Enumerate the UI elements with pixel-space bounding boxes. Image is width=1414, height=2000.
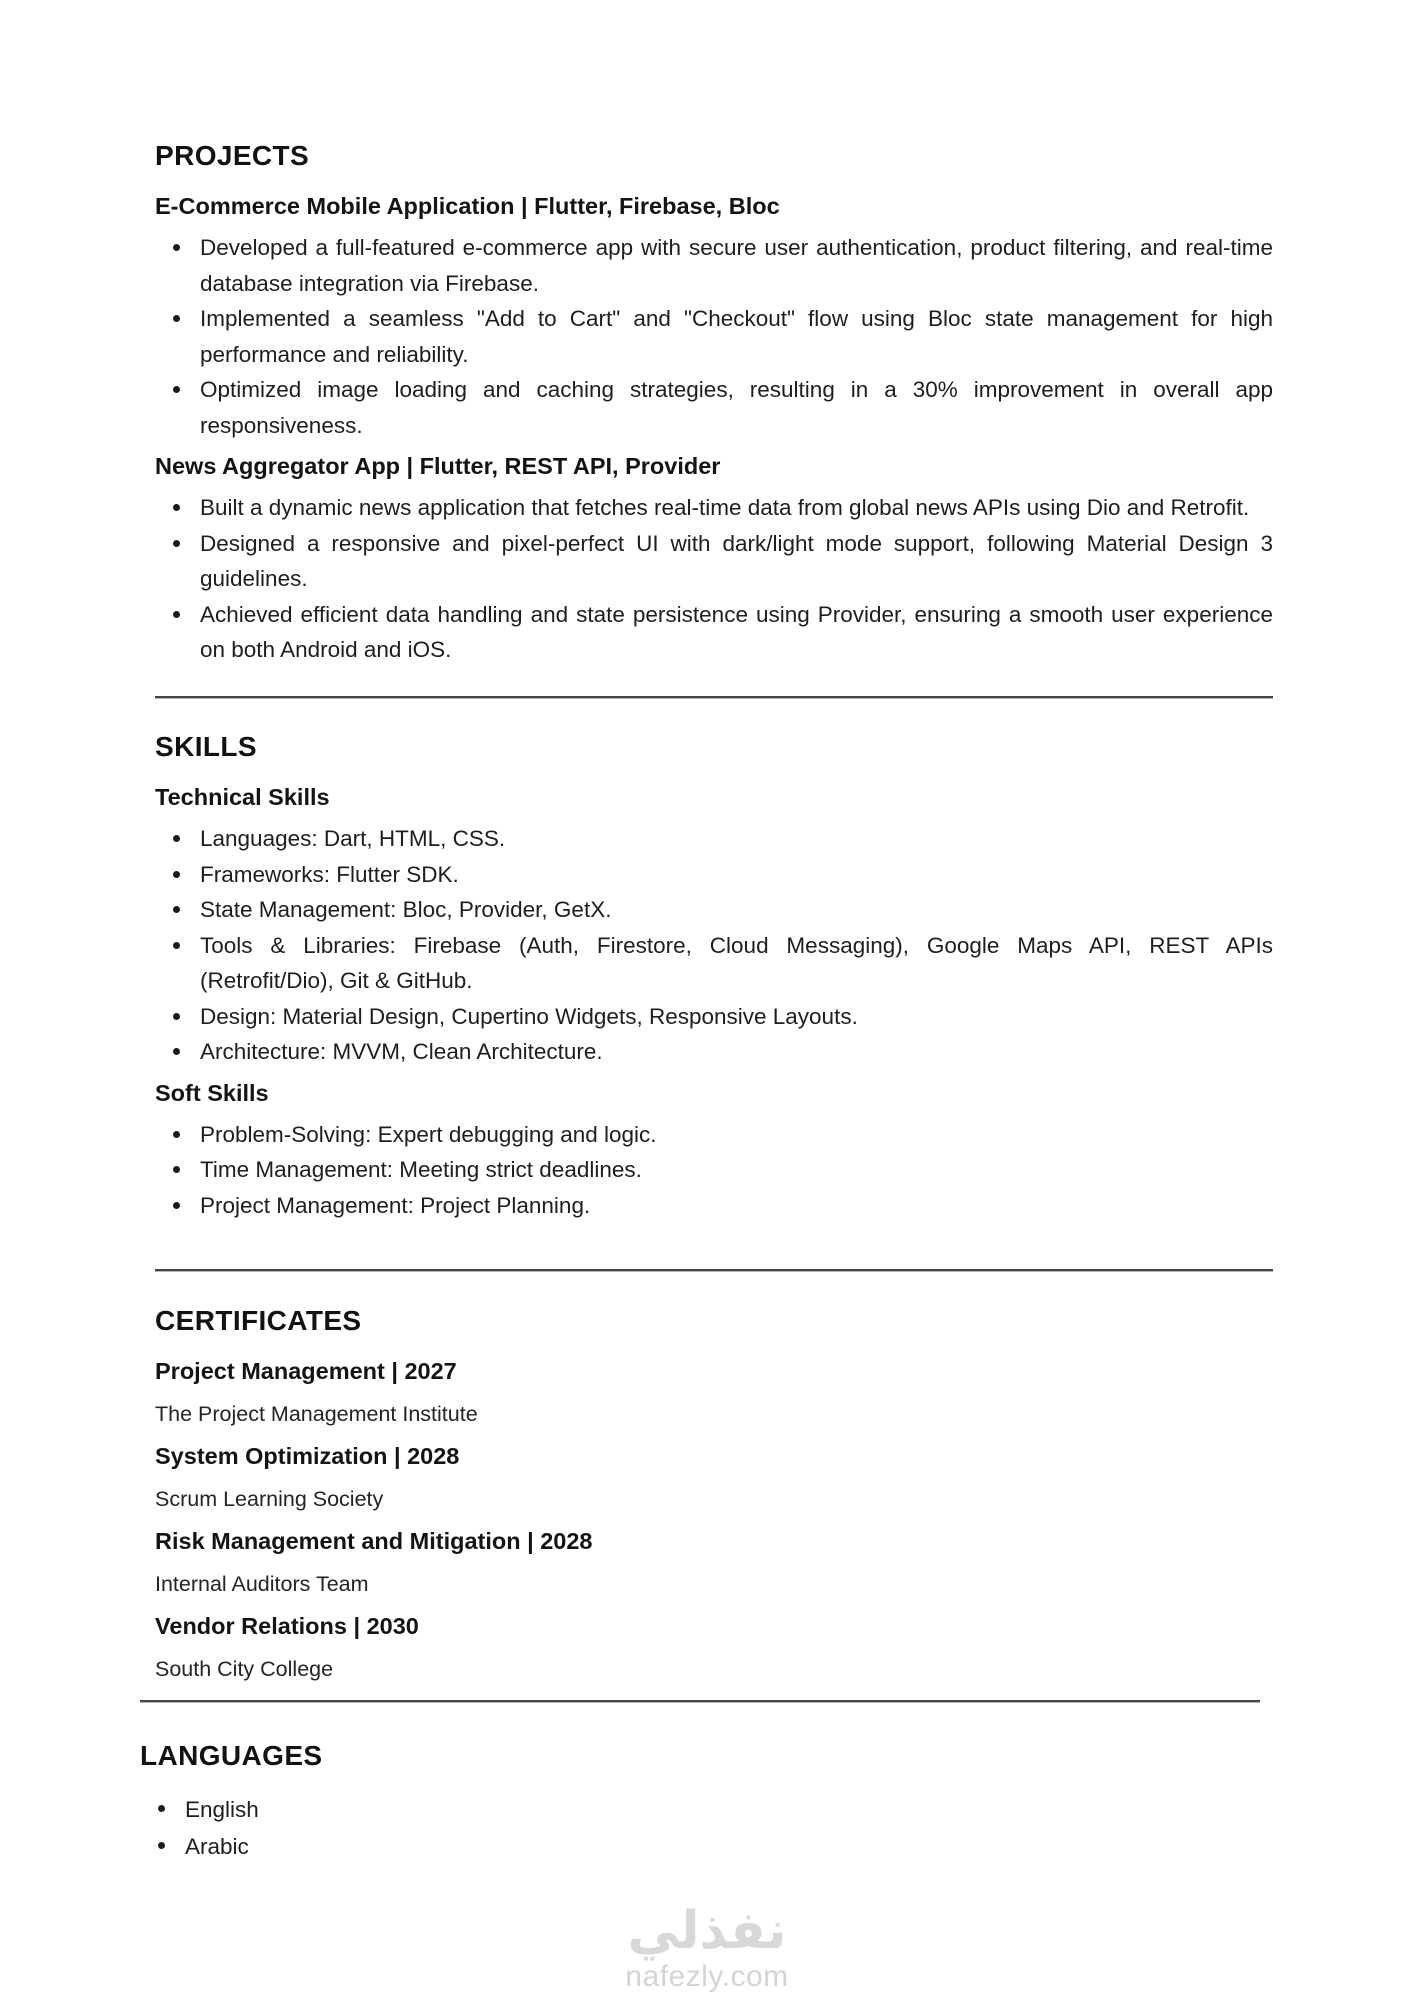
certificate-entry bbox=[155, 1526, 1273, 1598]
certificate-entry bbox=[155, 1611, 1273, 1683]
nafezly-logo: نفذلي bbox=[627, 1901, 787, 1961]
nafezly-site-label: nafezly.com bbox=[625, 1960, 789, 1993]
skills-bullet-list bbox=[155, 821, 1273, 1070]
certificate-name: Risk Management and Mitigation | 2028 bbox=[155, 1528, 593, 1554]
bullet-item: Implemented a seamless "Add to Cart" and "Checkout" flow using Bloc state management for high performance and reliability. bbox=[200, 301, 1273, 372]
bullet-item: Optimized image loading and caching strategies, resulting in a 30% improvement in overall app responsiveness. bbox=[200, 372, 1273, 443]
bullet-item: Designed a responsive and pixel-perfect UI with dark/light mode support, following Material Design 3 guidelines. bbox=[200, 526, 1273, 597]
certificates-title: CERTIFICATES bbox=[155, 1305, 362, 1336]
certificate-issuer: South City College bbox=[155, 1657, 334, 1681]
certificate-issuer: The Project Management Institute bbox=[155, 1402, 478, 1426]
skills-group-heading: Soft Skills bbox=[155, 1079, 269, 1106]
project-bullet-list bbox=[155, 490, 1273, 668]
project-heading: E-Commerce Mobile Application | Flutter, Firebase, Bloc bbox=[155, 193, 780, 219]
language-item: Arabic bbox=[185, 1828, 1260, 1865]
section-divider bbox=[155, 696, 1273, 699]
section-divider bbox=[140, 1700, 1260, 1703]
bullet-item: Project Management: Project Planning. bbox=[200, 1188, 1273, 1224]
project-heading: News Aggregator App | Flutter, REST API, Provider bbox=[155, 453, 721, 479]
project-bullet-list bbox=[155, 230, 1273, 443]
certificate-name: Project Management | 2027 bbox=[155, 1358, 457, 1384]
certificate-name: System Optimization | 2028 bbox=[155, 1443, 460, 1469]
section-projects bbox=[155, 142, 1273, 668]
bullet-item: Time Management: Meeting strict deadlines. bbox=[200, 1152, 1273, 1188]
bullet-item: Developed a full-featured e-commerce app with secure user authentication, product filtering, and real-time database integration via Firebase. bbox=[200, 230, 1273, 301]
nafezly-watermark bbox=[0, 1903, 1414, 1992]
skills-bullet-list bbox=[155, 1117, 1273, 1224]
bullet-item: Languages: Dart, HTML, CSS. bbox=[200, 821, 1273, 857]
section-divider bbox=[155, 1269, 1273, 1272]
section-skills bbox=[155, 733, 1273, 1223]
bullet-item: Architecture: MVVM, Clean Architecture. bbox=[200, 1034, 1273, 1070]
bullet-item: Design: Material Design, Cupertino Widgets, Responsive Layouts. bbox=[200, 999, 1273, 1035]
section-certificates bbox=[155, 1307, 1273, 1696]
skills-title: SKILLS bbox=[155, 731, 257, 762]
bullet-item: Problem-Solving: Expert debugging and logic. bbox=[200, 1117, 1273, 1153]
section-languages bbox=[140, 1742, 1260, 1865]
certificate-name: Vendor Relations | 2030 bbox=[155, 1613, 419, 1639]
certificate-issuer: Internal Auditors Team bbox=[155, 1572, 369, 1596]
certificate-entry bbox=[155, 1356, 1273, 1428]
certificate-entry bbox=[155, 1441, 1273, 1513]
projects-title: PROJECTS bbox=[155, 140, 310, 171]
skills-group-heading: Technical Skills bbox=[155, 784, 330, 810]
bullet-item: Tools & Libraries: Firebase (Auth, Firestore, Cloud Messaging), Google Maps API, REST APIs (Retrofit/Dio), Git & GitHub. bbox=[200, 928, 1273, 999]
bullet-item: State Management: Bloc, Provider, GetX. bbox=[200, 892, 1273, 928]
certificate-issuer: Scrum Learning Society bbox=[155, 1487, 384, 1511]
language-item: English bbox=[185, 1791, 1260, 1828]
languages-title: LANGUAGES bbox=[140, 1740, 323, 1771]
bullet-item: Built a dynamic news application that fetches real-time data from global news APIs using Dio and Retrofit. bbox=[200, 490, 1273, 526]
bullet-item: Achieved efficient data handling and state persistence using Provider, ensuring a smooth user experience on both Android and iOS. bbox=[200, 597, 1273, 668]
languages-list bbox=[140, 1791, 1260, 1865]
bullet-item: Frameworks: Flutter SDK. bbox=[200, 857, 1273, 893]
